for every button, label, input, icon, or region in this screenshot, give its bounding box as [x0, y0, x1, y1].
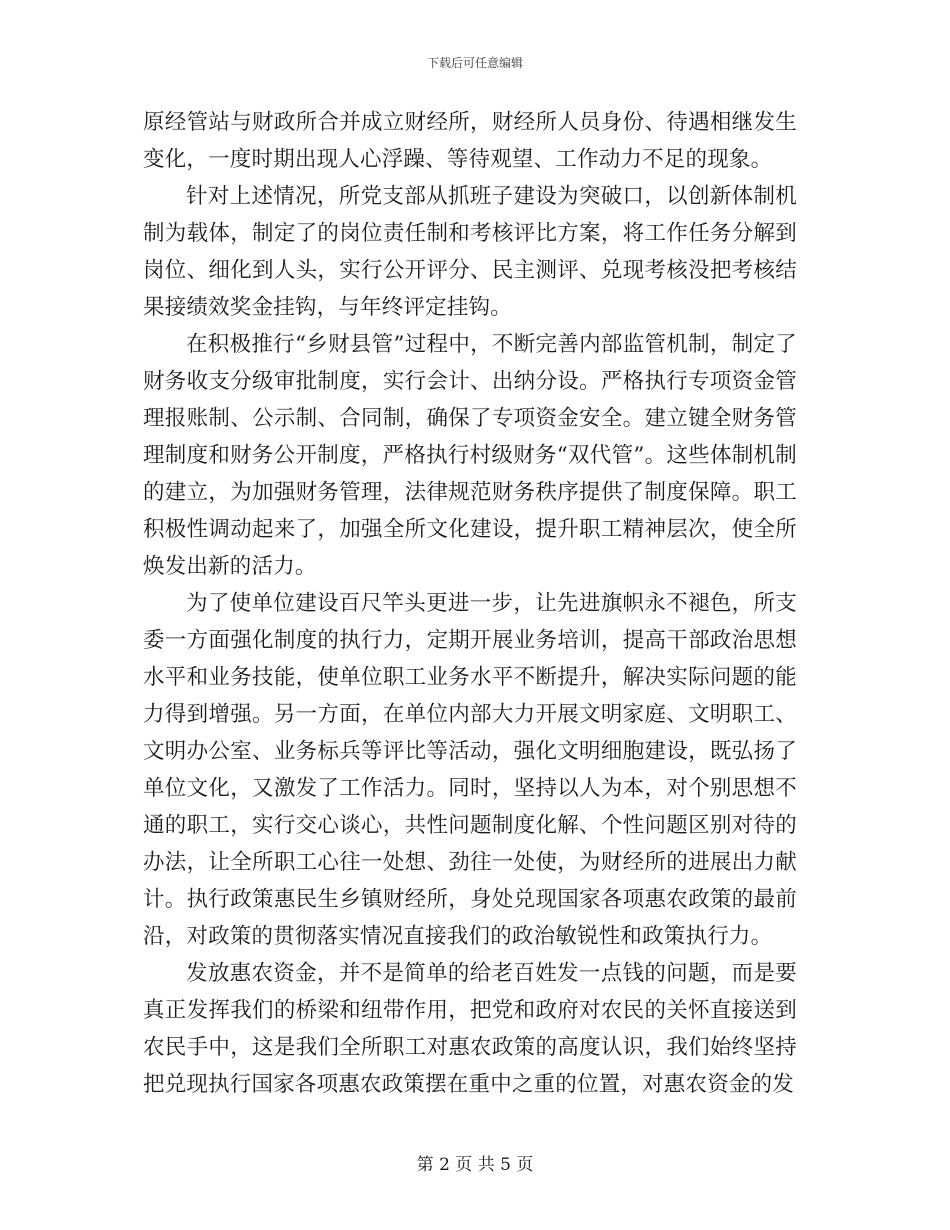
page-number: 第 2 页 共 5 页 — [416, 1155, 534, 1175]
document-body — [143, 104, 797, 1103]
paragraph-2: 针对上述情况，所党支部从抓班子建设为突破口，以创新体制机制为载体，制定了的岗位责任制和考核评比方案，将工作任务分解到岗位、细化到人头，实行公开评分、民主测评、兑现考核没把考核结果接绩效奖金挂钩，与年终评定挂钩。 — [143, 184, 797, 320]
paragraph-1: 原经管站与财政所合并成立财经所，财经所人员身份、待遇相继发生变化，一度时期出现人心浮躁、等待观望、工作动力不足的现象。 — [143, 110, 797, 172]
paragraph-3: 在积极推行“乡财县管”过程中，不断完善内部监管机制，制定了财务收支分级审批制度，实行会计、出纳分设。严格执行专项资金管理报账制、公示制、合同制，确保了专项资金安全。建立键全财务管理制度和财务公开制度，严格执行村级财务“双代管”。这些体制机制的建立，为加强财务管理，法律规范财务秩序提供了制度保障。职工积极性调动起来了，加强全所文化建设，提升职工精神层次，使全所焕发出新的活力。 — [143, 332, 797, 579]
page-header: 下载后可任意编辑 — [426, 56, 523, 70]
paragraph-5: 发放惠农资金，并不是简单的给老百姓发一点钱的问题，而是要真正发挥我们的桥梁和纽带作用，把党和政府对农民的关怀直接送到农民手中，这是我们全所职工对惠农政策的高度认识，我们始终坚持把兑现执行国家各项惠农政策摆在重中之重的位置，对惠农资金的发 — [143, 961, 797, 1097]
paragraph-4: 为了使单位建设百尺竿头更进一步，让先进旗帜永不褪色，所支委一方面强化制度的执行力，定期开展业务培训，提高干部政治思想水平和业务技能，使单位职工业务水平不断提升，解决实际问题的能力得到增强。另一方面，在单位内部大力开展文明家庭、文明职工、文明办公室、业务标兵等评比等活动，强化文明细胞建设，既弘扬了单位文化，又激发了工作活力。同时，坚持以人为本，对个别思想不通的职工，实行交心谈心，共性问题制度化解、个性问题区别对待的办法，让全所职工心往一处想、劲往一处使，为财经所的进展出力献计。执行政策惠民生乡镇财经所，身处兑现国家各项惠农政策的最前沿，对政策的贯彻落实情况直接我们的政治敏锐性和政策执行力。 — [143, 591, 797, 949]
